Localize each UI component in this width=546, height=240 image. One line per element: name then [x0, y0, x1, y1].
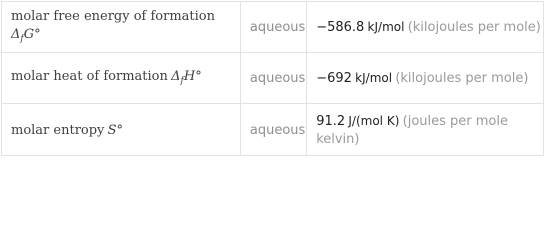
state-cell — [240, 2, 306, 53]
state-label: aqueous — [249, 122, 306, 138]
unit-description: (kilojoules per mole) — [407, 20, 541, 35]
value-cell — [307, 53, 544, 104]
value-unit: kJ/mol — [355, 71, 393, 85]
state-label: aqueous — [249, 20, 306, 35]
value-number: −586.8 — [316, 20, 365, 35]
table-row — [2, 53, 544, 104]
property-name: molar heat of formation — [11, 68, 168, 84]
state-cell — [240, 104, 306, 156]
symbol-main: Δ — [11, 26, 21, 42]
symbol-subscript: f — [20, 33, 24, 44]
state-cell — [240, 53, 306, 104]
value-cell — [307, 2, 544, 53]
property-name: molar free energy of formation — [11, 8, 216, 24]
symbol-subscript: f — [180, 75, 184, 86]
property-symbol — [171, 69, 202, 84]
symbol-main: Δ — [171, 68, 181, 84]
symbol-tail: H° — [183, 68, 202, 84]
value-number: 91.2 — [316, 113, 346, 129]
table-row — [2, 2, 544, 53]
value-number: −692 — [316, 71, 352, 86]
thermodynamic-properties-table — [1, 1, 544, 156]
unit-description: (kilojoules per mole) — [395, 71, 529, 86]
table-row — [2, 104, 544, 156]
property-symbol — [11, 27, 41, 42]
property-symbol: S° — [107, 122, 124, 138]
symbol-tail: G° — [23, 26, 41, 42]
value-unit: kJ/mol — [367, 20, 405, 34]
unit-description: (joules per mole kelvin) — [316, 113, 508, 147]
property-name-cell — [2, 2, 241, 53]
property-name-cell — [2, 53, 241, 104]
state-label: aqueous — [249, 71, 306, 86]
property-name: molar entropy — [11, 122, 105, 138]
value-cell — [307, 104, 544, 156]
value-unit: J/(mol K) — [348, 113, 400, 128]
property-name-cell — [2, 104, 241, 156]
